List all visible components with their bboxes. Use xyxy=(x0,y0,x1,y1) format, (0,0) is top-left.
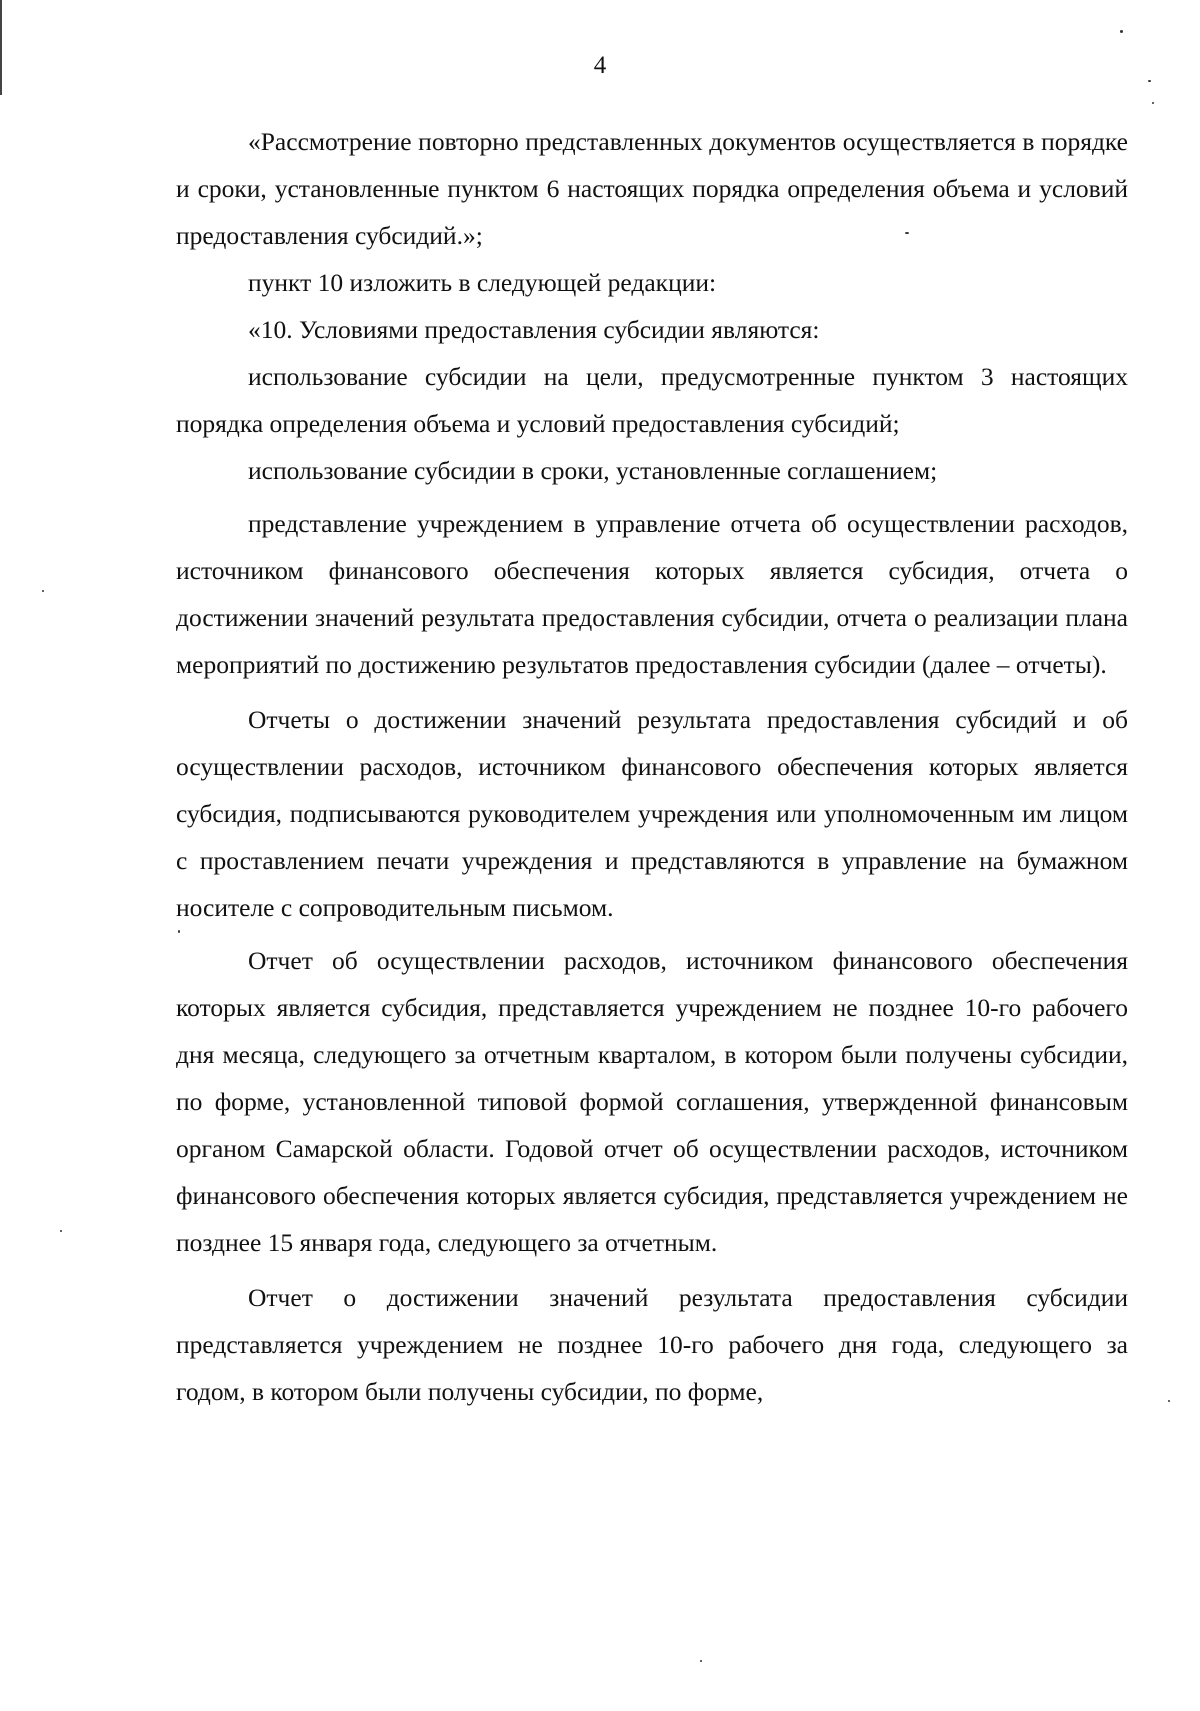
paragraph: «10. Условиями предоставления субсидии являются: xyxy=(248,315,820,344)
paragraph: «Рассмотрение повторно представленных документов осуществляется в порядке и сроки, установленные пунктом 6 настоящих порядка определения объема и условий предоставления субсидий.»; xyxy=(176,127,1128,250)
scan-speck xyxy=(1152,102,1154,104)
scan-speck xyxy=(60,1230,62,1232)
paragraph: Отчет об осуществлении расходов, источником финансового обеспечения которых является субсидия, представляется учреждением не позднее 10-го рабочего дня месяца, следующего за отчетным кварталом, в котором были получены субсидии, по форме, установленной типовой формой соглашения, утвержденной финансовым органом Самарской области. Годовой отчет об осуществлении расходов, источником финансового обеспечения которых является субсидия, представляется учреждением не позднее 15 января года, следующего за отчетным. xyxy=(176,946,1128,1257)
scan-speck xyxy=(1148,80,1151,82)
paragraph: представление учреждением в управление отчета об осуществлении расходов, источником финансового обеспечения которых является субсидия, отчета о достижении значений результата предоставления субсидии, отчета о реализации плана мероприятий по достижению результатов предоставления субсидии (далее – отчеты). xyxy=(176,509,1128,679)
scan-speck xyxy=(1120,30,1123,33)
scan-edge-mark xyxy=(0,0,2,95)
paragraph: использование субсидии в сроки, установленные соглашением; xyxy=(248,456,938,485)
paragraph: пункт 10 изложить в следующей редакции: xyxy=(248,268,717,297)
scan-speck xyxy=(905,232,909,234)
paragraph: Отчет о достижении значений результата предоставления субсидии представляется учреждением не позднее 10-го рабочего дня года, следующего за годом, в котором были получены субсидии, по форме, xyxy=(176,1283,1128,1406)
paragraph: Отчеты о достижении значений результата предоставления субсидий и об осуществлении расходов, источником финансового обеспечения которых является субсидия, подписываются руководителем учреждения или уполномоченным им лицом с проставлением печати учреждения и представляются в управление на бумажном носителе с сопроводительным письмом. xyxy=(176,705,1128,922)
page-number: 4 xyxy=(593,52,607,79)
scan-speck xyxy=(42,590,44,592)
scan-speck xyxy=(1168,1400,1170,1402)
paragraph: использование субсидии на цели, предусмотренные пунктом 3 настоящих порядка определения объема и условий предоставления субсидий; xyxy=(176,362,1128,438)
scan-speck xyxy=(700,1660,702,1662)
scan-speck xyxy=(178,930,180,933)
document-body xyxy=(176,118,1128,1415)
